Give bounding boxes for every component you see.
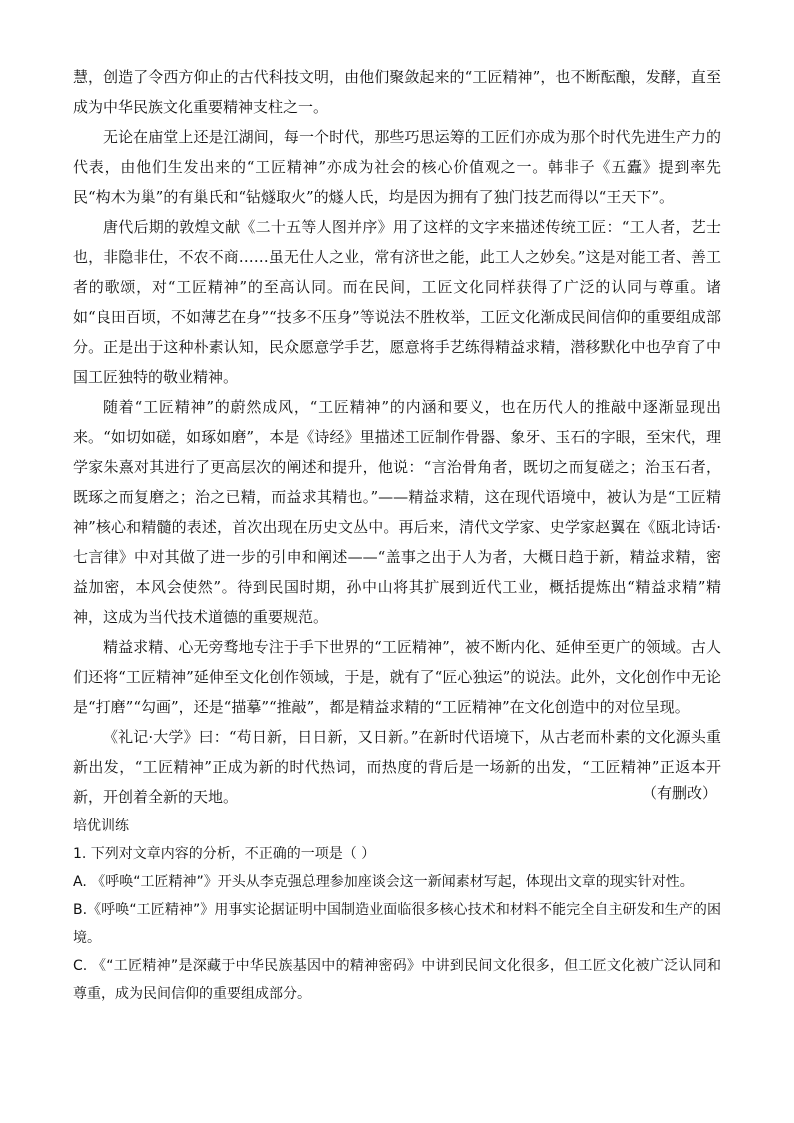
practice-heading: 培优训练	[73, 818, 129, 834]
passage-paragraph: 唐代后期的敦煌文献《二十五等人图并序》用了这样的文字来描述传统工匠：“工人者，艺士也，非隐非仕，不农不商……虽无仕人之业，常有济世之能，此工人之妙矣。”这是对能工者、善工者的歌颂，对“工匠精神”的至高认同。而在民间，工匠文化同样获得了广泛的认同与尊重。诸如“良田百顷，不如薄艺在身”“技多不压身”等说法不胜枚举，工匠文化渐成民间信仰的重要组成部分。正是出于这种朴素认知，民众愿意学手艺，愿意将手艺练得精益求精，潜移默化中也孕育了中国工匠独特的敬业精神。	[73, 218, 721, 386]
passage-paragraph: 精益求精、心无旁骛地专注于手下世界的“工匠精神”，被不断内化、延伸至更广的领域。古人们还将“工匠精神”延伸至文化创作领域，于是，就有了“匠心独运”的说法。此外，文化创作中无论是“打磨”“勾画”，还是“描摹”“推敲”，都是精益求精的“工匠精神”在文化创造中的对位呈现。	[73, 638, 721, 716]
passage-paragraph: 《礼记·大学》曰：“苟日新，日日新，又日新。”在新时代语境下，从古老而朴素的文化源头重新出发，“工匠精神”正成为新的时代热词，而热度的背后是一场新的出发，“工匠精神”正返本开新，开创着全新的天地。	[73, 728, 721, 806]
source-note: （有删改）	[641, 784, 717, 802]
passage-paragraph: 随着“工匠精神”的蔚然成风，“工匠精神”的内涵和要义，也在历代人的推敲中逐渐显现出来。“如切如磋，如琢如磨”，本是《诗经》里描述工匠制作骨器、象牙、玉石的字眼，至宋代，理学家朱熹对其进行了更高层次的阐述和提升，他说：“言治骨角者，既切之而复磋之；治玉石者，既琢之而复磨之；治之已精，而益求其精也。”——精益求精，这在现代语境中，被认为是“工匠精神”核心和精髓的表述，首次出现在历史文丛中。再后来，清代文学家、史学家赵翼在《瓯北诗话·七言律》中对其做了进一步的引申和阐述——“盖事之出于人为者，大概日趋于新，精益求精，密益加密，本风会使然”。待到民国时期，孙中山将其扩展到近代工业，概括提炼出“精益求精”精神，这成为当代技术道德的重要规范。	[73, 398, 721, 626]
option-b: B.《呼唤“工匠精神”》用事实论据证明中国制造业面临很多核心技术和材料不能完全自主研发和生产的困境。	[73, 902, 721, 946]
question-stem: 1. 下列对文章内容的分析，不正确的一项是（ ）	[73, 846, 376, 862]
option-c: C. 《“工匠精神”是深藏于中华民族基因中的精神密码》中讲到民间文化很多，但工匠文化被广泛认同和尊重，成为民间信仰的重要组成部分。	[73, 958, 721, 1002]
passage-body	[73, 62, 721, 812]
practice-section	[73, 812, 721, 1008]
passage-paragraph: 无论在庙堂上还是江湖间，每一个时代，那些巧思运筹的工匠们亦成为那个时代先进生产力的代表，由他们生发出来的“工匠精神”亦成为社会的核心价值观之一。韩非子《五蠹》提到率先民“构木为巢”的有巢氏和“钻燧取火”的燧人氏，均是因为拥有了独门技艺而得以“王天下”。	[73, 128, 721, 206]
passage-paragraph-continued: 慧，创造了令西方仰止的古代科技文明，由他们聚敛起来的“工匠精神”，也不断酝酿，发酵，直至成为中华民族文化重要精神支柱之一。	[73, 68, 721, 116]
option-a: A. 《呼唤“工匠精神”》开头从李克强总理参加座谈会这一新闻素材写起，体现出文章的现实针对性。	[73, 874, 694, 890]
